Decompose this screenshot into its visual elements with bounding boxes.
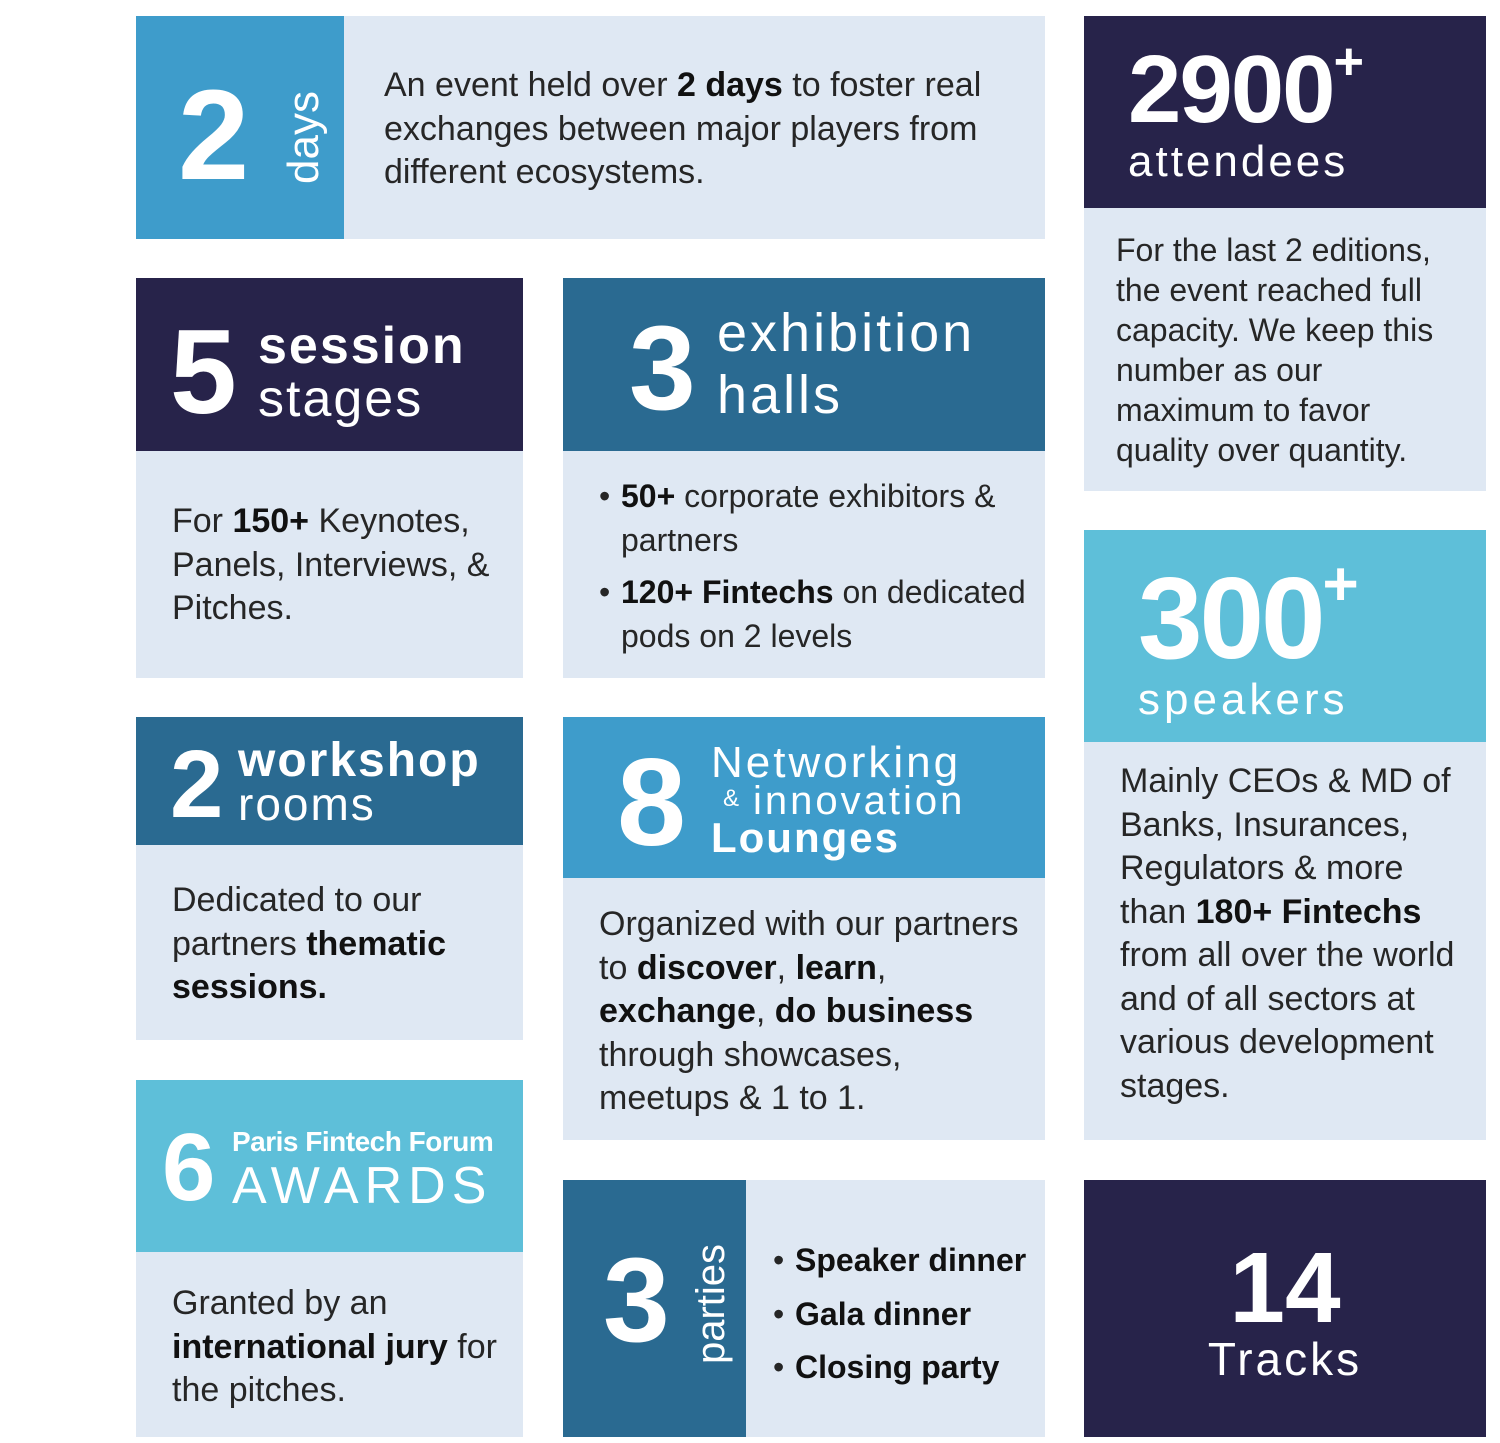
attendees-card (1084, 16, 1486, 491)
speakers-unit: speakers (1138, 675, 1349, 724)
parties-card (563, 1180, 1045, 1437)
attendees-unit: attendees (1128, 137, 1349, 186)
halls-bullet-fintechs: • 120+ Fintechs on dedicated pods on 2 levels (599, 570, 1039, 658)
parties-bullet-closing-party: • Closing party (773, 1341, 1043, 1395)
awards-header (136, 1080, 523, 1252)
tracks-card (1084, 1180, 1486, 1437)
halls-header (563, 278, 1045, 451)
attendees-description: For the last 2 editions, the event reached full capacity. We keep this number as our maximum to favor quality over quantity. (1116, 232, 1434, 468)
lounges-description: Organized with our partners to discover, learn, exchange, do business through showcases, meetups & 1 to 1. (599, 905, 1019, 1117)
attendees-number: 2900+ (1128, 33, 1362, 143)
days-card (136, 16, 1045, 239)
lounges-header (563, 717, 1045, 878)
lounges-line2: innovation (753, 779, 966, 823)
sessions-number: 5 (170, 305, 237, 439)
speakers-plus: + (1322, 550, 1356, 619)
speakers-header (1084, 530, 1486, 742)
attendees-plus: + (1333, 33, 1362, 91)
halls-line1: exhibition (717, 303, 976, 363)
workshops-line1: workshop (238, 734, 481, 787)
parties-bullet-speaker-dinner: • Speaker dinner (773, 1234, 1043, 1288)
halls-bullet-list (599, 474, 1039, 658)
awards-description: Granted by an international jury for the pitches. (172, 1284, 497, 1409)
halls-card (563, 278, 1045, 678)
attendees-header (1084, 16, 1486, 208)
sessions-description: For 150+ Keynotes, Panels, Interviews, & Pitches. (172, 502, 490, 627)
speakers-number: 300+ (1138, 550, 1356, 683)
awards-card (136, 1080, 523, 1437)
lounges-line3: Lounges (711, 814, 900, 861)
speakers-card (1084, 530, 1486, 1140)
days-description: An event held over 2 days to foster real exchanges between major players from different ecosystems. (384, 66, 982, 191)
days-header (136, 16, 344, 239)
lounges-card (563, 717, 1045, 1140)
parties-bullet-gala-dinner: • Gala dinner (773, 1288, 1043, 1342)
halls-bullet-corporate: • 50+ corporate exhibitors & partners (599, 474, 1039, 562)
lounges-number: 8 (617, 734, 686, 872)
tracks-unit: Tracks (1207, 1333, 1363, 1385)
sessions-header (136, 278, 523, 451)
sessions-card (136, 278, 523, 678)
halls-line2: halls (717, 365, 844, 425)
lounges-amp: & (723, 785, 740, 812)
workshops-line2: rooms (238, 778, 376, 830)
parties-header (563, 1180, 746, 1437)
sessions-line2: stages (258, 370, 424, 428)
workshops-card (136, 717, 523, 1040)
parties-number: 3 (603, 1233, 670, 1367)
awards-line2: AWARDS (232, 1157, 493, 1215)
parties-unit: parties (689, 1243, 733, 1364)
parties-bullet-list (773, 1234, 1043, 1395)
workshops-header (136, 717, 523, 845)
workshops-description: Dedicated to our partners thematic sessions. (172, 881, 447, 1006)
tracks-number: 14 (1229, 1232, 1341, 1344)
sessions-line1: session (258, 317, 466, 375)
awards-number: 6 (162, 1114, 216, 1221)
days-number: 2 (178, 64, 246, 207)
workshops-number: 2 (170, 731, 224, 838)
awards-line1: Paris Fintech Forum (232, 1126, 494, 1157)
lounges-line1: Networking (711, 738, 962, 787)
days-unit: days (279, 91, 328, 184)
speakers-description: Mainly CEOs & MD of Banks, Insurances, Regulators & more than 180+ Fintechs from all over the world and of all sectors at various development stages. (1120, 762, 1455, 1105)
halls-number: 3 (629, 301, 696, 435)
